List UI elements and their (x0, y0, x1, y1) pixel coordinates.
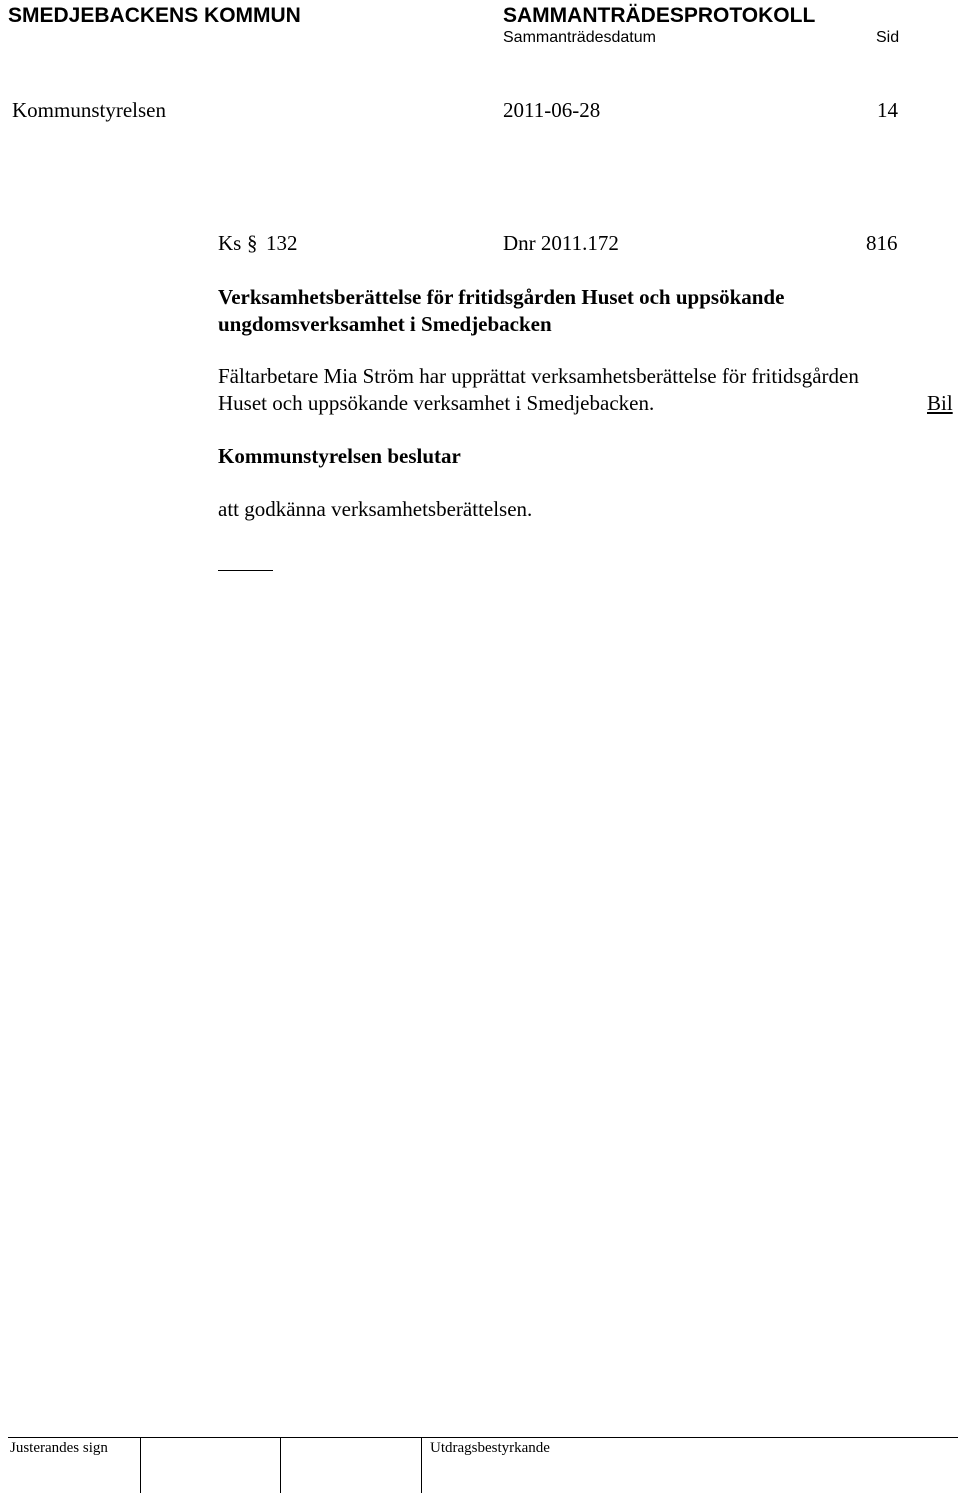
body-name: Kommunstyrelsen (12, 98, 166, 122)
page-label: Sid (876, 29, 900, 46)
ks-number: 132 (266, 231, 298, 255)
ks-prefix: Ks (218, 231, 242, 255)
organization-name: SMEDJEBACKENS KOMMUN (8, 4, 301, 27)
separator-rule (218, 570, 273, 571)
dnr-label: Dnr 2011.172 (503, 231, 619, 255)
extract-label: Utdragsbestyrkande (430, 1440, 550, 1456)
case-title-line2: ungdomsverksamhet i Smedjebacken (218, 312, 552, 336)
decision-text: att godkänna verksamhetsberättelsen. (218, 497, 533, 521)
footer-divider-3 (421, 1437, 422, 1493)
date-label: Sammanträdesdatum (503, 29, 656, 46)
case-body-line1: Fältarbetare Mia Ström har upprättat verksamhetsberättelse för fritidsgården (218, 364, 859, 388)
dnr-code: 816 (866, 231, 898, 255)
footer-top-rule (8, 1437, 958, 1438)
case-body-line2: Huset och uppsökande verksamhet i Smedjebacken. (218, 391, 655, 415)
decision-heading: Kommunstyrelsen beslutar (218, 444, 461, 468)
page-number: 14 (877, 98, 898, 122)
attachment-link[interactable]: Bil (927, 391, 953, 415)
document-type: SAMMANTRÄDESPROTOKOLL (503, 4, 816, 27)
meeting-date: 2011-06-28 (503, 98, 601, 122)
case-title-line1: Verksamhetsberättelse för fritidsgården Huset och uppsökande (218, 285, 785, 309)
footer-divider-2 (280, 1437, 281, 1493)
sign-label: Justerandes sign (10, 1440, 108, 1456)
section-sign-icon: § (247, 231, 258, 255)
footer-divider-1 (140, 1437, 141, 1493)
